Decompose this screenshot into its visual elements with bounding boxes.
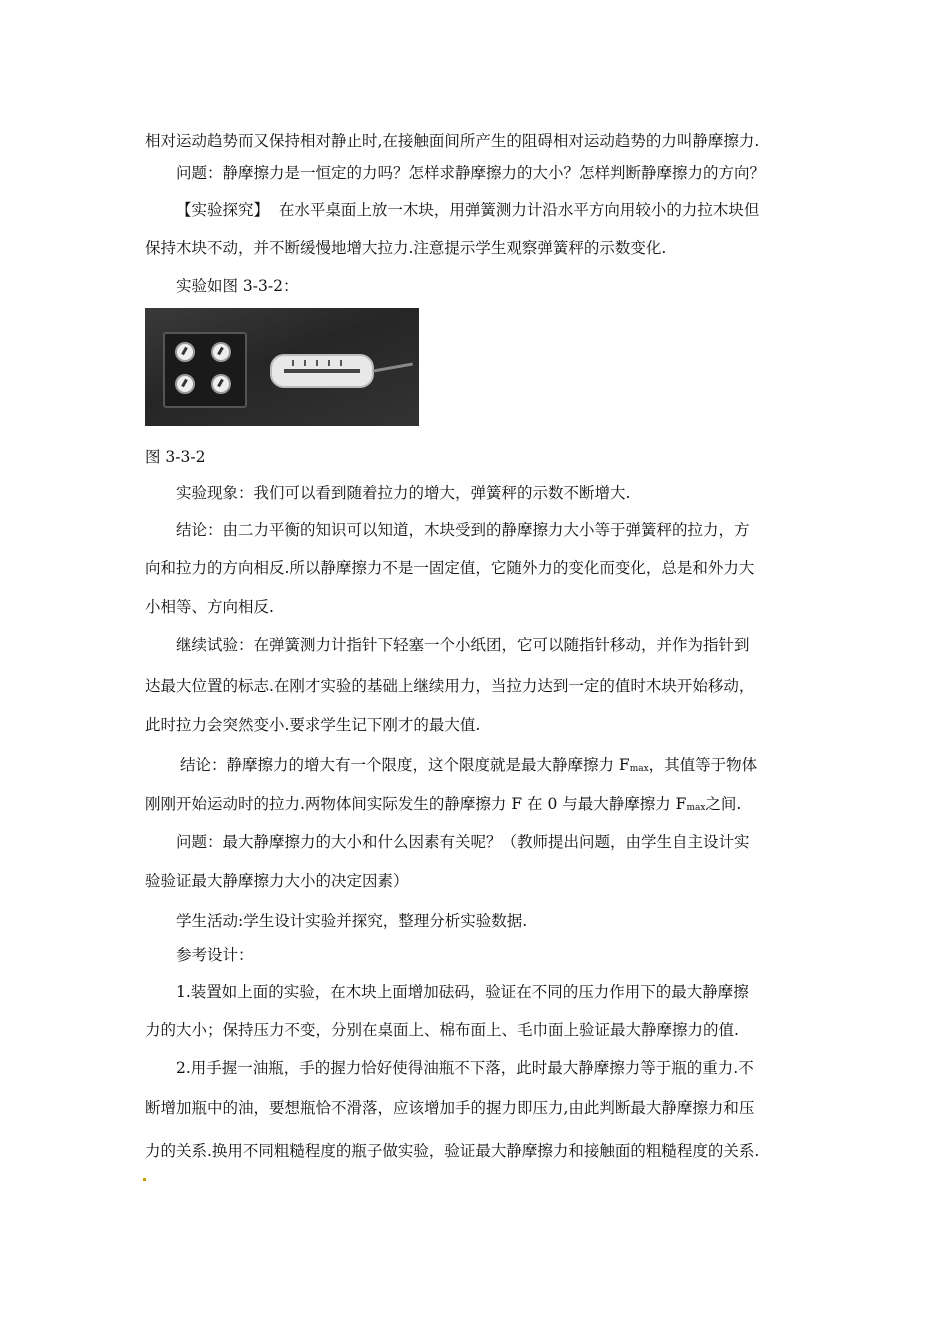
spring-scale: [270, 354, 374, 388]
pull-rope: [373, 363, 413, 373]
paragraph-line: 刚刚开始运动时的拉力.两物体间实际发生的静摩擦力 F 在 0 与最大静摩擦力 Fmax之间.: [145, 795, 742, 813]
paragraph-line: 小相等、方向相反.: [145, 598, 274, 616]
paragraph-line: 参考设计：: [176, 946, 254, 964]
paragraph-line: 学生活动:学生设计实验并探究，整理分析实验数据.: [176, 912, 528, 930]
subscript-max: max: [686, 803, 706, 813]
experiment-tag: 【实验探究】: [176, 201, 270, 219]
paragraph-line: 验验证最大静摩擦力大小的决定因素）: [145, 872, 409, 890]
paragraph-line: 2.用手握一油瓶，手的握力恰好使得油瓶不下落，此时最大静摩擦力等于瓶的重力.不: [176, 1059, 754, 1077]
figure-ref-line: 实验如图 3-3-2：: [176, 277, 299, 295]
paragraph-line: 此时拉力会突然变小.要求学生记下刚才的最大值.: [145, 716, 481, 734]
paragraph-line: 相对运动趋势而又保持相对静止时,在接触面间所产生的阻碍相对运动趋势的力叫静摩擦力.: [145, 132, 760, 150]
paragraph-line: 1.装置如上面的实验，在木块上面增加砝码，验证在不同的压力作用下的最大静摩擦: [176, 983, 749, 1001]
paragraph-line: 保持木块不动，并不断缓慢地增大拉力.注意提示学生观察弹簧秤的示数变化.: [145, 239, 667, 257]
paragraph-line: 实验现象：我们可以看到随着拉力的增大，弹簧秤的示数不断增大.: [176, 484, 631, 502]
figure-caption: 图 3-3-2: [145, 448, 206, 466]
experiment-intro-line: [176, 199, 810, 221]
paragraph-line: 断增加瓶中的油，要想瓶恰不滑落，应该增加手的握力即压力,由此判断最大静摩擦力和压: [145, 1099, 755, 1117]
paragraph-line: 达最大位置的标志.在刚才实验的基础上继续用力，当拉力达到一定的值时木块开始移动，: [145, 677, 755, 695]
paragraph-line: 力的大小；保持压力不变，分别在桌面上、棉布面上、毛巾面上验证最大静摩擦力的值.: [145, 1021, 739, 1039]
paragraph-line: 结论：由二力平衡的知识可以知道，木块受到的静摩擦力大小等于弹簧秤的拉力，方: [176, 521, 750, 539]
conclusion-line: 结论：静摩擦力的增大有一个限度，这个限度就是最大静摩擦力 Fmax，其值等于物体: [180, 756, 758, 774]
experiment-photo: [145, 308, 419, 426]
stray-mark: [143, 1178, 146, 1181]
paragraph-line: 问题：最大静摩擦力的大小和什么因素有关呢？（教师提出问题，由学生自主设计实: [176, 833, 750, 851]
paragraph-line: 继续试验：在弹簧测力计指针下轻塞一个小纸团，它可以随指针移动，并作为指针到: [176, 636, 750, 654]
subscript-max: max: [629, 764, 649, 774]
experiment-text: 在水平桌面上放一木块，用弹簧测力计沿水平方向用较小的力拉木块但: [278, 201, 760, 219]
wood-block-with-weights: [163, 332, 247, 408]
paragraph-line: 向和拉力的方向相反.所以静摩擦力不是一固定值，它随外力的变化而变化，总是和外力大: [145, 559, 755, 577]
question-line: 问题：静摩擦力是一恒定的力吗？怎样求静摩擦力的大小？怎样判断静摩擦力的方向？: [176, 164, 766, 182]
paragraph-line: 力的关系.换用不同粗糙程度的瓶子做实验，验证最大静摩擦力和接触面的粗糙程度的关系.: [145, 1142, 760, 1160]
